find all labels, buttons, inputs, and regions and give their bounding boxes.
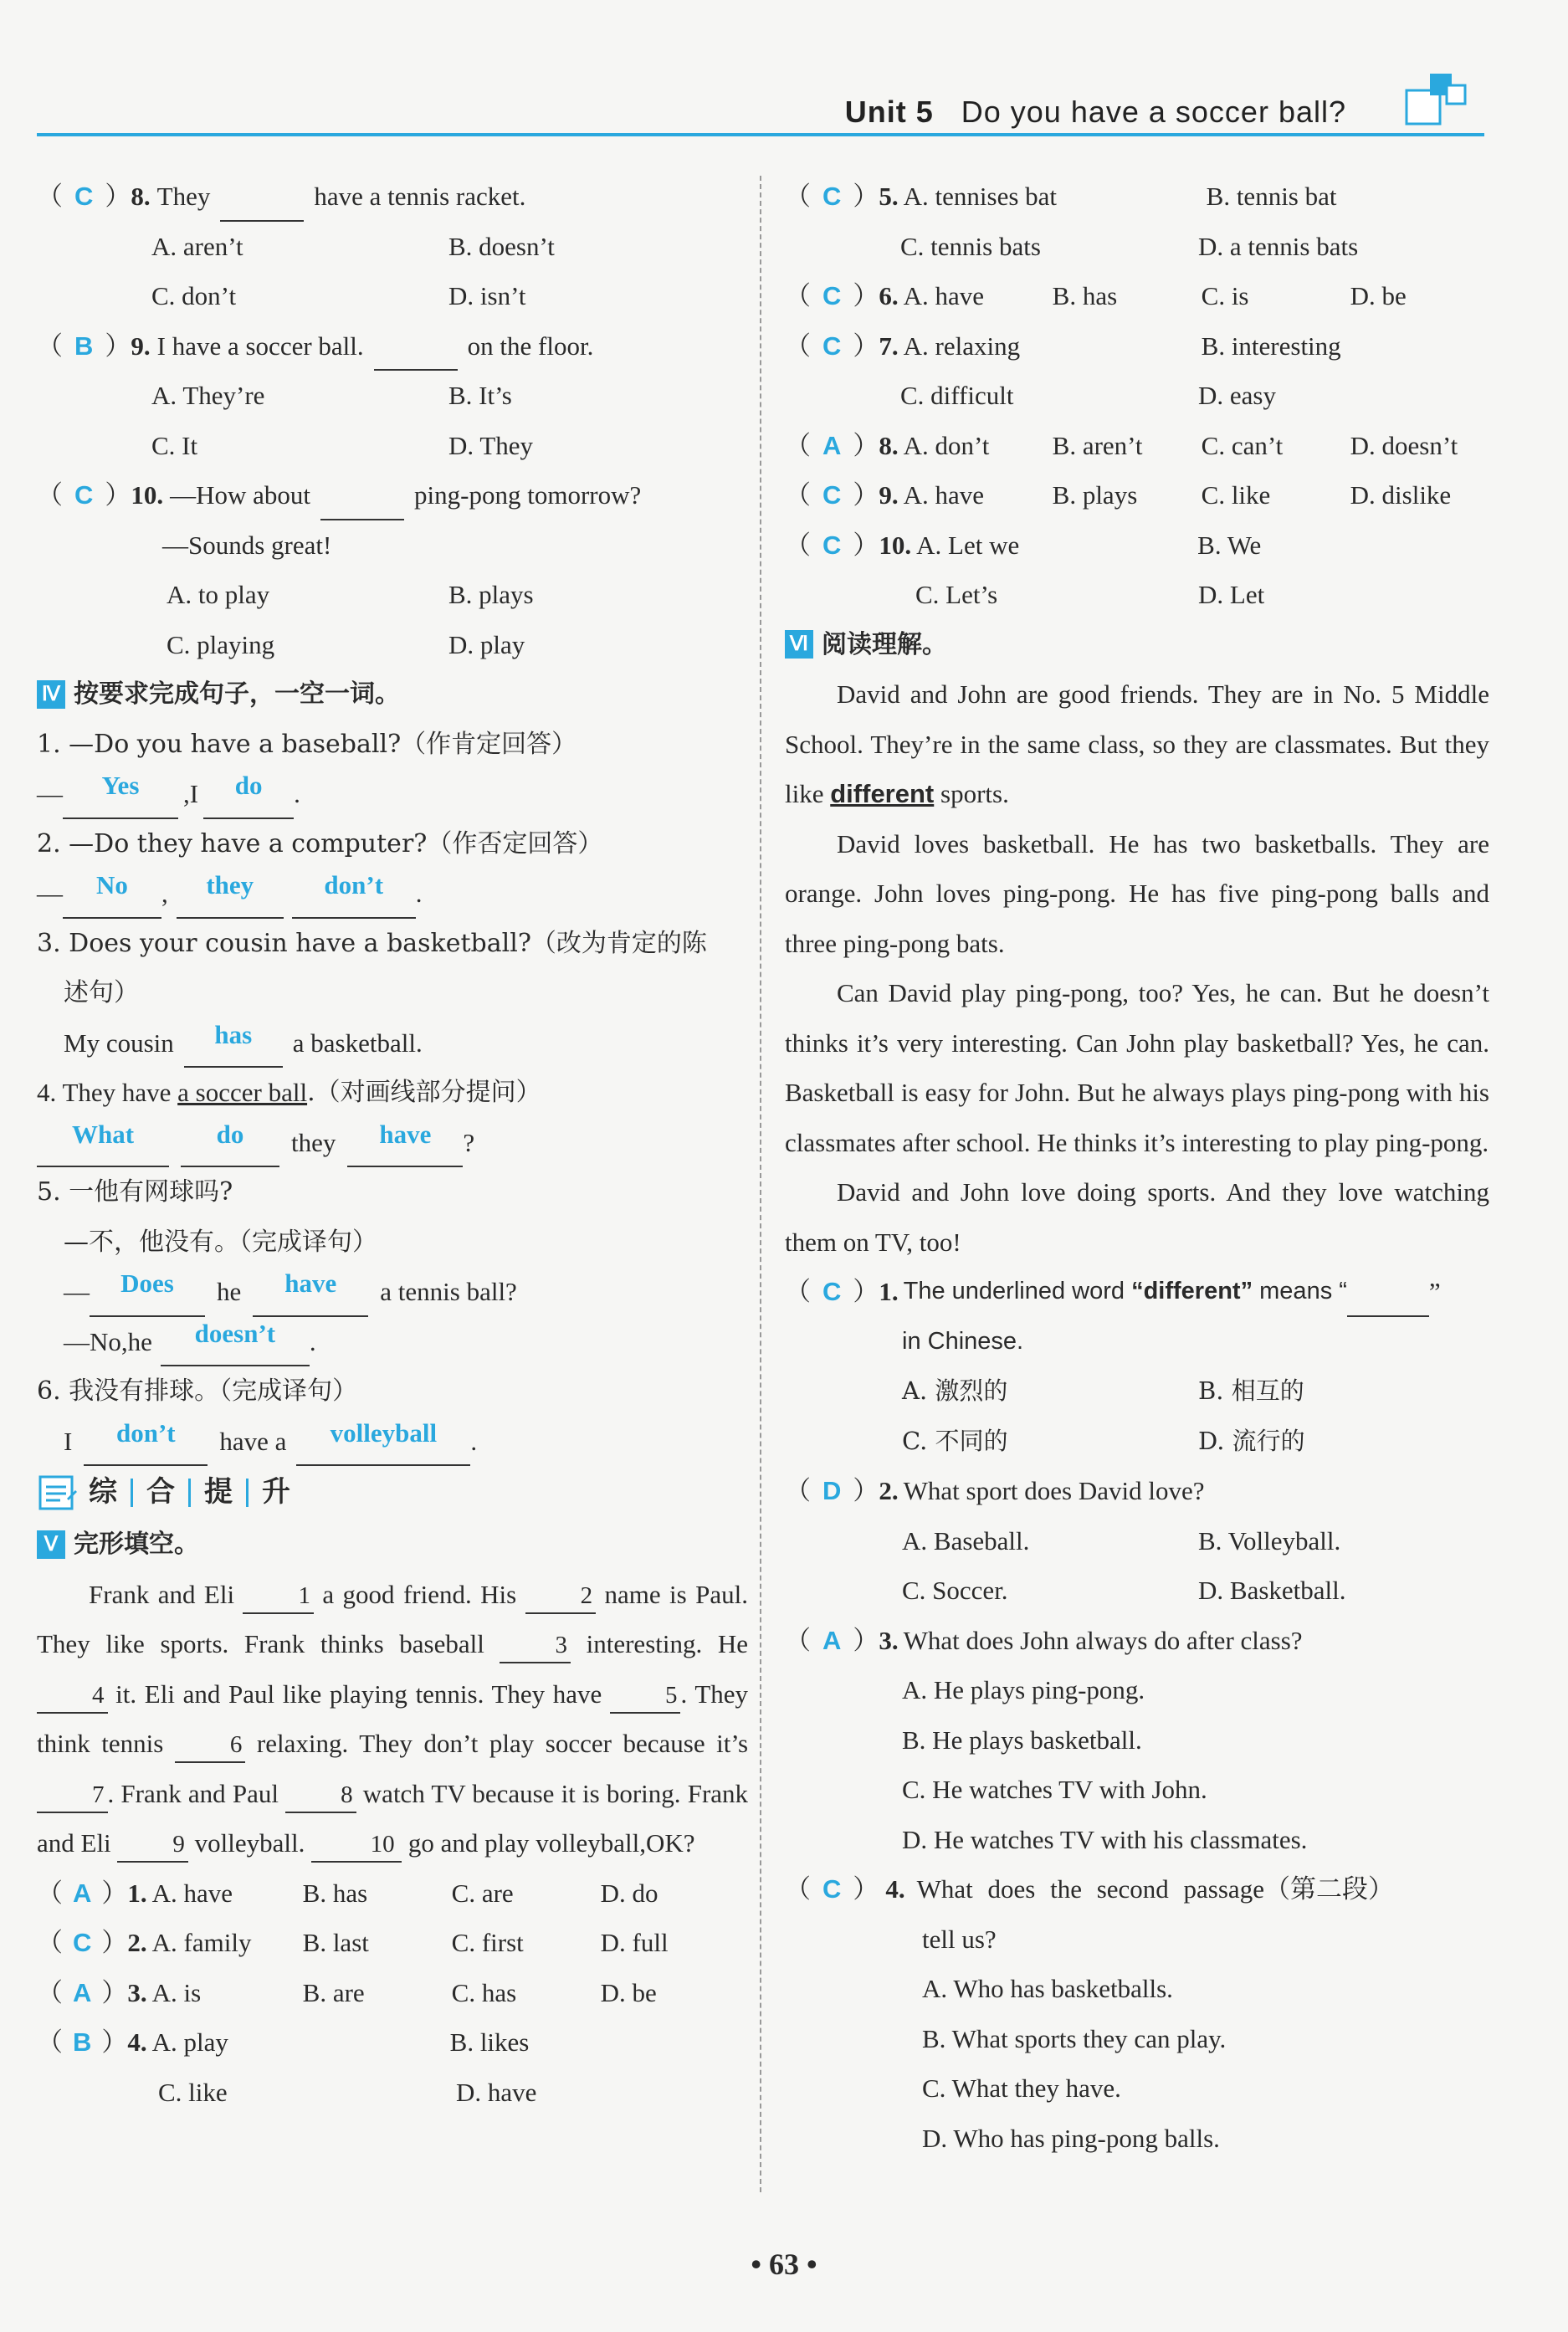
text: is Paul. They like sports. Frank thinks baseball — [37, 1579, 748, 1658]
question-number: 5. — [879, 182, 899, 211]
question-stem: in Chinese. — [902, 1327, 1024, 1355]
question-number: 3. — [127, 1977, 147, 2007]
reading-paragraph-3: Can David play ping-pong, too? Yes, he can. But he doesn’t thinks it’s very interesting. Can John play basketball? Yes, he can. Basketball is easy for John. But he always plays ping-pong with his classmates after school. He thinks it’s interesting to play ping-pong. — [785, 978, 1489, 1157]
reading-paragraph-1 — [785, 669, 1489, 819]
page-footer: • 63 • — [751, 2247, 817, 2281]
option-b: B. are — [302, 1977, 365, 2007]
text: a good friend. His — [322, 1579, 517, 1609]
cloze-question-5-cd — [785, 222, 1489, 272]
underlined-word: different — [830, 779, 935, 808]
answer: C — [822, 530, 842, 560]
option-b: B. last — [302, 1928, 369, 1957]
answer: doesn’t — [161, 1317, 310, 1367]
answer: C — [822, 331, 842, 361]
answer: C — [822, 1277, 842, 1306]
sentence-5b — [37, 1217, 748, 1268]
answer: Does — [90, 1267, 205, 1317]
text: volleyball. — [194, 1828, 305, 1858]
text: watch TV because it is boring. — [362, 1778, 681, 1808]
question-number: 8. — [879, 430, 899, 460]
option-d: D. a tennis bats — [1198, 231, 1359, 261]
text: . They think tennis — [37, 1679, 749, 1758]
answer: C — [822, 281, 842, 310]
answer: What — [37, 1118, 169, 1168]
option-c: C. first — [451, 1928, 524, 1957]
option-c-row — [785, 2063, 1489, 2114]
option-d: D. dislike — [1350, 480, 1452, 510]
option-b: B. It’s — [448, 381, 512, 410]
options — [37, 371, 748, 421]
option-a: A. have — [903, 281, 985, 310]
answer: C — [822, 182, 842, 211]
question-number: 4. — [885, 1874, 905, 1904]
text: tennis. They have — [415, 1679, 602, 1709]
cloze-question-9: （ C ） 9. A. have B. plays C. like D. dislike — [785, 470, 1489, 520]
prompt: 4. They have — [37, 1078, 178, 1107]
option-c: C. difficult — [900, 381, 1014, 410]
options — [37, 620, 748, 670]
answer: A — [822, 1625, 842, 1655]
reading-question-2: （ D ） 2. What sport does David love? — [785, 1466, 1489, 1516]
blank — [220, 172, 304, 222]
section-number: Ⅴ — [37, 1530, 65, 1559]
text: interesting. He — [586, 1629, 749, 1658]
option-c: C. are — [451, 1878, 514, 1908]
answer: volleyball — [296, 1417, 470, 1467]
question-stem: The underlined word — [903, 1278, 1132, 1304]
option-b: B. has — [1052, 281, 1118, 310]
text: a tennis ball? — [380, 1277, 517, 1306]
text: Frank and Eli — [89, 1579, 235, 1609]
option-a: A. play — [151, 2027, 228, 2057]
option-d: D. do — [600, 1878, 658, 1908]
column-divider — [760, 176, 761, 2192]
blank-number: 6 — [175, 1728, 246, 1763]
question-stem: What sport does David love? — [903, 1476, 1205, 1505]
cloze-question-10: （ C ） 10. A. Let we B. We — [785, 520, 1489, 571]
question-stem: means “ — [1253, 1278, 1347, 1304]
cloze-question-4: （ B ） 4. A. play B. likes — [37, 2017, 748, 2068]
option-d: D. Who has ping-pong balls. — [922, 2123, 1220, 2153]
question-stem: What does John always do after class? — [903, 1625, 1303, 1655]
text: ? — [463, 1127, 475, 1157]
question-stem: ping-pong tomorrow? — [414, 480, 642, 510]
option-b-row — [785, 1715, 1489, 1766]
question-stem: tell us? — [922, 1924, 997, 1954]
sentence-5-answer: — Does he have a tennis ball? — [37, 1267, 748, 1317]
answer: have — [253, 1267, 368, 1317]
text: relaxing. They don’t play soccer because it’s — [256, 1729, 749, 1758]
answer: C — [74, 480, 94, 510]
text: go and play — [407, 1828, 530, 1858]
option-a: A. Who has basketballs. — [922, 1974, 1173, 2003]
blank-number: 8 — [285, 1778, 356, 1813]
question-stem: have a tennis racket. — [314, 182, 526, 211]
cloze-passage: Frank and Eli 1 a good friend. His 2 name is Paul. They like sports. Frank thinks baseball 3 interesting. He 4 it. Eli and Paul like playing tennis. They have 5 . They think tennis 6 relaxing. They don’t play soccer because it’s 7 . Frank and Paul 8 watch TV because it is boring. Frank and Eli 9 volleyball. 10 go and play volleyball,OK? — [37, 1570, 748, 1868]
option-c: C. Let’s — [915, 580, 998, 609]
question-stem: What does the second passage（第二段） — [916, 1874, 1394, 1904]
question-number: 10. — [131, 480, 164, 510]
option-d: D. easy — [1198, 381, 1276, 410]
option-a: A. tennises bat — [903, 182, 1058, 211]
prompt: 1. —Do you have a baseball?（作肯定回答） — [37, 729, 577, 759]
reading-question-1: （ C ） 1. The underlined word “different” means “ ” — [785, 1267, 1489, 1317]
option-c-row — [785, 1765, 1489, 1815]
option-c: C. It — [151, 430, 198, 460]
answer: they — [177, 869, 284, 919]
option-a-row — [785, 1665, 1489, 1715]
question-stem: —How about — [170, 480, 311, 510]
comprehensive-heading — [37, 1466, 748, 1520]
question-stem: They — [156, 182, 211, 211]
option-d: D. 流行的 — [1198, 1426, 1305, 1455]
options — [785, 1417, 1489, 1467]
heading-char: 综 — [89, 1475, 117, 1509]
sentence-5 — [37, 1167, 748, 1217]
option-b: B. doesn’t — [448, 231, 555, 261]
option-c: C. He watches TV with John. — [902, 1775, 1207, 1804]
question-number: 4. — [127, 2027, 147, 2057]
option-d: D. Let — [1198, 580, 1265, 609]
reading-paragraph-2: David loves basketball. He has two basketballs. They are orange. John loves ping-pong. He has five ping-pong balls and three ping-pong bats. — [785, 828, 1489, 958]
option-b: B. interesting — [1201, 331, 1341, 361]
option-a: A. family — [151, 1928, 252, 1957]
option-a: A. They’re — [151, 381, 265, 410]
question-number: 9. — [131, 331, 151, 361]
option-c: C. What they have. — [922, 2073, 1121, 2103]
cloze-question-7: （ C ） 7. A. relaxing B. interesting — [785, 321, 1489, 372]
unit-title — [845, 95, 1346, 130]
answer: C — [822, 480, 842, 510]
option-c: C. like — [158, 2077, 228, 2107]
option-c: C. Soccer. — [902, 1576, 1008, 1605]
options — [37, 271, 748, 321]
text: Frank and Paul — [120, 1778, 279, 1808]
option-d-row — [785, 2114, 1489, 2164]
blank-number: 7 — [37, 1778, 108, 1813]
text: a basketball. — [292, 1028, 423, 1058]
option-b: B. What sports they can play. — [922, 2023, 1227, 2053]
blank — [374, 321, 458, 372]
reading-question-4: （ C ） 4. What does the second passage（第二段） — [785, 1864, 1489, 1914]
option-d: D. doesn’t — [1350, 430, 1458, 460]
right-column — [785, 172, 1489, 2163]
answer: A — [73, 1878, 92, 1908]
option-b: B. aren’t — [1052, 430, 1143, 460]
answer: B — [74, 331, 94, 361]
question-10: （ C ） 10. —How about ping-pong tomorrow? — [37, 470, 748, 520]
options — [785, 1366, 1489, 1417]
option-d-row — [785, 1815, 1489, 1865]
option-d: D. be — [600, 1977, 657, 2007]
answer: has — [184, 1018, 283, 1069]
option-d: D. full — [600, 1928, 669, 1957]
option-d: D. isn’t — [448, 281, 526, 310]
option-a: A. don’t — [903, 430, 990, 460]
section-number: Ⅳ — [37, 680, 65, 709]
section-4-heading — [37, 669, 748, 720]
option-c: C. like — [1201, 480, 1271, 510]
page-number: 63 — [769, 2247, 799, 2281]
cloze-question-2: （ C ） 2. A. family B. last C. first D. full — [37, 1918, 748, 1968]
notebook-icon — [37, 1474, 79, 1512]
answer: No — [63, 869, 161, 919]
prompt: 3. Does your cousin have a basketball?（改为肯定的陈 — [37, 928, 707, 958]
heading-char: 合 — [146, 1475, 175, 1509]
sentence-5-answer-2: —No,he doesn’t . — [37, 1317, 748, 1367]
heading-char: 提 — [204, 1475, 233, 1509]
header-decoration-icon — [1371, 67, 1472, 134]
text: Frank and Eli — [37, 1778, 749, 1858]
left-column — [37, 172, 748, 2117]
option-c: C. don’t — [151, 281, 237, 310]
prompt: 2. —Do they have a computer?（作否定回答） — [37, 828, 603, 858]
unit-name: Do you have a soccer ball? — [961, 95, 1346, 129]
option-b: B. Volleyball. — [1198, 1525, 1341, 1556]
answer: do — [181, 1118, 279, 1168]
question-number: 3. — [879, 1625, 899, 1655]
answer: C — [822, 1874, 842, 1904]
prompt: 6. 我没有排球。（完成译句） — [37, 1376, 358, 1406]
cloze-question-1: （ A ） 1. A. have B. has C. are D. do — [37, 1868, 748, 1919]
cloze-question-4-cd — [37, 2068, 748, 2118]
option-a: A. Let we — [916, 530, 1020, 560]
unit-label: Unit 5 — [844, 95, 934, 129]
text: David and John are good friends. They are in No. 5 Middle School. They’re in the same class, so they are classmates. But they like — [785, 679, 1489, 808]
options — [785, 1516, 1489, 1566]
section-title: 按要求完成句子，一空一词。 — [74, 679, 400, 709]
sentence-3-answer — [37, 1018, 748, 1069]
text: he — [217, 1277, 242, 1306]
blank-number: 2 — [525, 1579, 597, 1614]
option-c: C. has — [451, 1977, 517, 2007]
text: volleyball,OK? — [535, 1828, 695, 1858]
answer: do — [203, 769, 294, 819]
option-a: A. Baseball. — [902, 1525, 1030, 1556]
option-a: A. have — [903, 480, 985, 510]
question-stem: I have a soccer ball. — [156, 331, 364, 361]
sentence-1 — [37, 720, 748, 770]
option-c: C. playing — [167, 629, 275, 659]
text: have a — [219, 1426, 287, 1456]
cloze-question-6: （ C ） 6. A. have B. has C. is D. be — [785, 271, 1489, 321]
header-rule — [37, 133, 1484, 136]
sentence-4-answer — [37, 1118, 748, 1168]
question-9: （ B ） 9. I have a soccer ball. on the floor. — [37, 321, 748, 372]
question-number: 8. — [131, 182, 151, 211]
reading-question-1b — [785, 1317, 1489, 1367]
page-header — [37, 79, 1484, 138]
question-number: 9. — [879, 480, 899, 510]
prompt: 述句） — [64, 978, 139, 1007]
blank-number: 3 — [500, 1628, 571, 1663]
sentence-2-answer: — No , they don’t . — [37, 869, 748, 919]
heading-char: 升 — [262, 1475, 290, 1509]
prompt: .（对画线部分提问） — [307, 1078, 541, 1107]
options — [37, 570, 748, 620]
sentence-2 — [37, 819, 748, 869]
question-number: 1. — [879, 1277, 899, 1306]
blank-number: 1 — [243, 1579, 314, 1614]
reading-question-4b — [785, 1914, 1489, 1965]
reply: —Sounds great! — [162, 530, 332, 560]
answer: B — [73, 2027, 92, 2057]
option-b: B. 相互的 — [1198, 1376, 1304, 1405]
cloze-question-5: （ C ） 5. A. tennises bat B. tennis bat — [785, 172, 1489, 222]
question-stem: ” — [1428, 1277, 1441, 1306]
sentence-3b — [37, 968, 748, 1018]
section-5-heading — [37, 1520, 748, 1570]
answer: Yes — [63, 769, 178, 819]
answer: don’t — [292, 869, 416, 919]
option-c: C. 不同的 — [902, 1426, 1008, 1455]
prompt: —不，他没有。（完成译句） — [64, 1227, 377, 1257]
section-title: 完形填空。 — [74, 1530, 199, 1559]
text: sports. — [934, 779, 1009, 808]
section-number: Ⅵ — [785, 630, 813, 659]
text: ,I — [183, 779, 199, 808]
sentence-6-answer: I don’t have a volleyball . — [37, 1417, 748, 1467]
option-a: A. have — [151, 1878, 233, 1908]
option-b: B. We — [1197, 530, 1262, 560]
option-b: B. tennis bat — [1206, 182, 1337, 211]
option-d: D. be — [1350, 281, 1407, 310]
text: they — [291, 1127, 336, 1157]
blank — [320, 470, 404, 520]
blank — [1347, 1267, 1429, 1317]
prompt: 5. 一他有网球吗? — [37, 1177, 233, 1207]
option-c: C. is — [1201, 281, 1249, 310]
answer: A — [73, 1977, 92, 2007]
answer: A — [822, 430, 842, 460]
option-a: A. He plays ping-pong. — [902, 1675, 1145, 1704]
question-number: 1. — [127, 1878, 147, 1908]
cloze-question-3: （ A ） 3. A. is B. are C. has D. be — [37, 1968, 748, 2018]
options — [37, 222, 748, 272]
option-b: B. has — [302, 1878, 368, 1908]
option-b: B. He plays basketball. — [902, 1725, 1142, 1755]
option-a: A. is — [151, 1977, 202, 2007]
option-b: B. likes — [449, 2027, 530, 2057]
cloze-question-7-cd — [785, 371, 1489, 421]
text: name — [604, 1579, 661, 1609]
question-number: 10. — [879, 530, 912, 560]
question-number: 7. — [879, 331, 899, 361]
option-c: C. can’t — [1201, 430, 1284, 460]
option-a: A. aren’t — [151, 231, 243, 261]
text: it. Eli and Paul like playing — [115, 1679, 407, 1709]
option-d: D. They — [448, 430, 534, 460]
blank-number: 9 — [117, 1827, 188, 1863]
reading-paragraph-4: David and John love doing sports. And they love watching them on TV, too! — [785, 1177, 1489, 1257]
section-6-heading — [785, 620, 1489, 670]
reading-question-3: （ A ） 3. What does John always do after class? — [785, 1616, 1489, 1666]
sentence-6 — [37, 1366, 748, 1417]
cloze-question-10-cd — [785, 570, 1489, 620]
question-number: 6. — [879, 281, 899, 310]
option-a: A. to play — [167, 580, 270, 609]
option-d: D. play — [448, 629, 525, 659]
option-b: B. plays — [1052, 480, 1138, 510]
option-d: D. He watches TV with his classmates. — [902, 1824, 1308, 1854]
question-number: 2. — [127, 1928, 147, 1957]
option-a: A. 激烈的 — [902, 1376, 1008, 1405]
question-8: （ C ） 8. They have a tennis racket. — [37, 172, 748, 222]
blank-number: 10 — [311, 1827, 402, 1863]
option-c: C. tennis bats — [900, 231, 1041, 261]
option-b: B. plays — [448, 580, 534, 609]
answer: C — [73, 1928, 92, 1957]
underlined-phrase: a soccer ball — [177, 1078, 308, 1107]
sentence-3 — [37, 919, 748, 969]
blank-number: 4 — [37, 1679, 108, 1714]
text: My cousin — [64, 1028, 174, 1058]
question-number: 2. — [879, 1476, 899, 1505]
question-stem: on the floor. — [467, 331, 594, 361]
text: —No,he — [64, 1326, 152, 1356]
answer: C — [74, 182, 94, 211]
quoted-word: “different” — [1131, 1278, 1253, 1304]
option-d: D. have — [456, 2077, 537, 2107]
option-a-row — [785, 1964, 1489, 2014]
option-a: A. relaxing — [903, 331, 1021, 361]
option-b-row — [785, 2014, 1489, 2064]
options — [37, 421, 748, 471]
options — [785, 1566, 1489, 1616]
option-d: D. Basketball. — [1198, 1576, 1346, 1605]
answer: don’t — [84, 1417, 208, 1467]
answer: D — [822, 1476, 842, 1505]
sentence-1-answer: — Yes ,I do . — [37, 769, 748, 819]
answer: have — [347, 1118, 463, 1168]
cloze-question-8: （ A ） 8. A. don’t B. aren’t C. can’t D. doesn’t — [785, 421, 1489, 471]
reply-line — [37, 520, 748, 571]
text: I — [64, 1426, 73, 1456]
section-title: 阅读理解。 — [822, 629, 947, 659]
blank-number: 5 — [610, 1679, 681, 1714]
sentence-4 — [37, 1068, 748, 1118]
